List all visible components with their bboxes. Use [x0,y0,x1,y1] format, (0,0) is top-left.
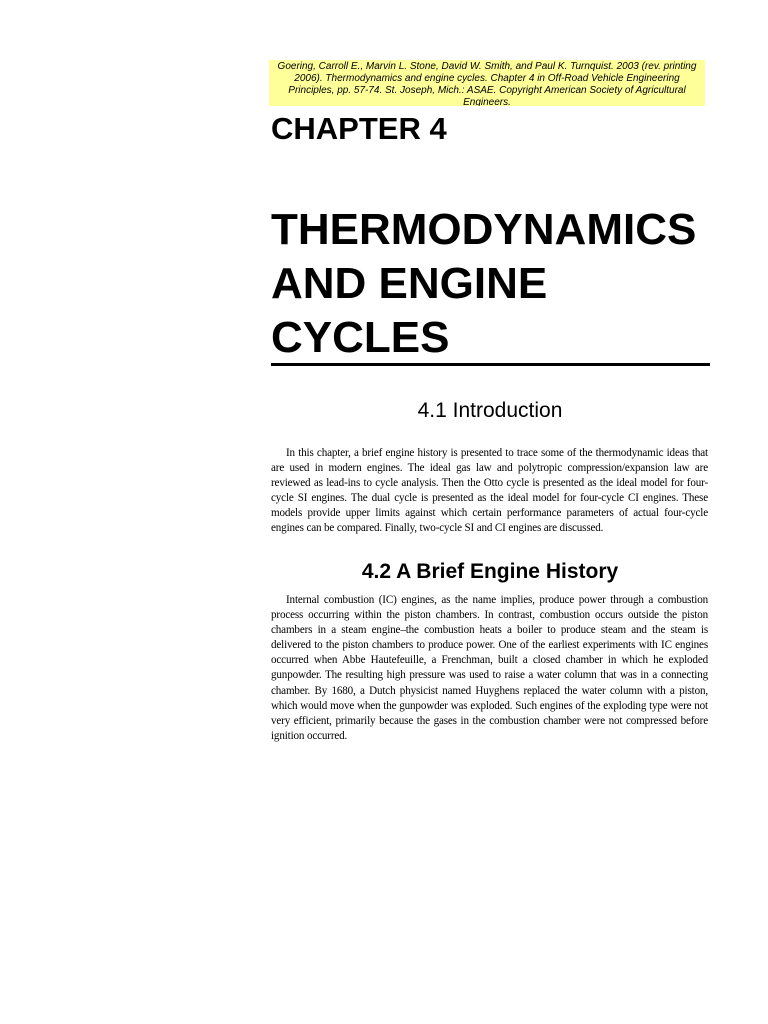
paragraph-introduction: In this chapter, a brief engine history is presented to trace some of the thermodynamic ideas that are used in modern engines. The ideal gas law and polytropic compression/expansion law are reviewed as lead-ins to cycle analysis. Then the Otto cycle is presented as the ideal model for four-cycle SI engines. The dual cycle is presented as the ideal model for four-cycle CI engines. These models provide upper limits against which certain performance parameters of actual four-cycle engines can be compared. Finally, two-cycle SI and CI engines are discussed. [271,447,708,535]
chapter-label: CHAPTER 4 [271,111,447,146]
section-heading-introduction: 4.1 Introduction [417,399,563,422]
section-heading-engine-history: 4.2 A Brief Engine History [361,560,619,583]
citation-text: Goering, Carroll E., Marvin L. Stone, David W. Smith, and Paul K. Turnquist. 2003 (rev. printing 2006). Thermodynamics and engine cycles. Chapter 4 in Off-Road Vehicle Engineering Principles, pp. 57-74. St. Joseph, Mich.: ASAE. Copyright American Society of Agricultural Engineers. [277,61,697,106]
chapter-title: THERMODYNAMICS AND ENGINE CYCLES [271,205,697,362]
paragraph-engine-history: Internal combustion (IC) engines, as the name implies, produce power through a combustion process occurring within the piston chambers. In contrast, combustion occurs outside the piston chambers in a steam engine–the combustion heats a boiler to produce steam and the steam is delivered to the piston chambers to produce power. One of the earliest experiments with IC engines occurred when Abbe Hautefeuille, a Frenchman, built a closed chamber in which he exploded gunpowder. The resulting high pressure was used to raise a water column that was in a connecting chamber. By 1680, a Dutch physicist named Huyghens replaced the water column with a piston, which would move when the gunpowder was exploded. Such engines of the exploding type were not very efficient, primarily because the gases in the combustion chamber were not compressed before ignition occurred. [271,594,708,742]
title-divider [271,363,710,366]
citation-box [269,60,705,106]
